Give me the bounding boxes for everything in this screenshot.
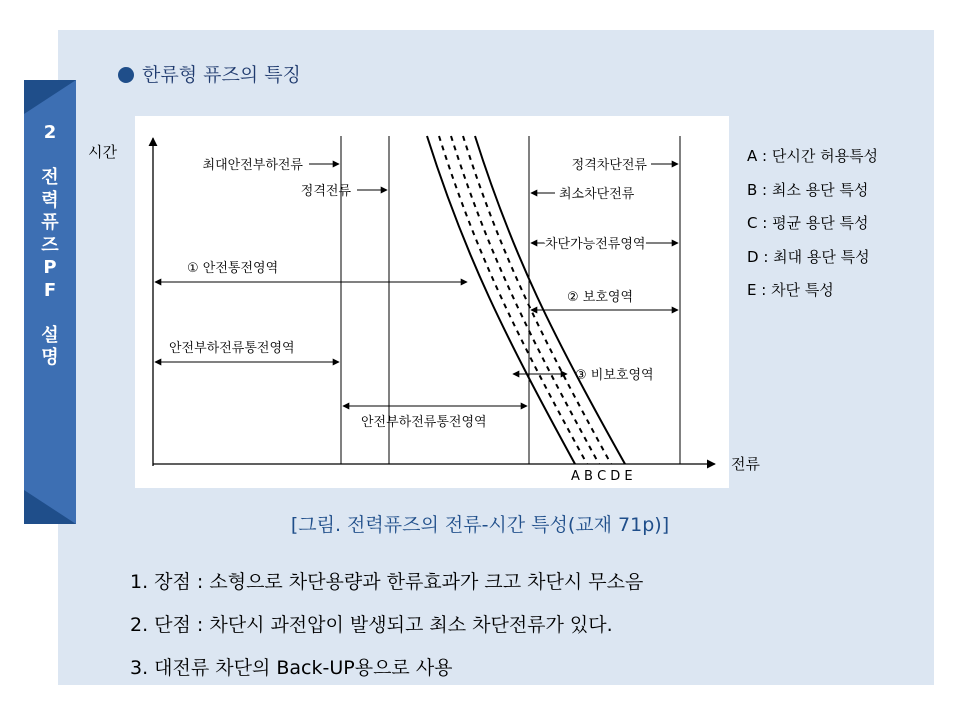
label-max-safe-load: 최대안전부하전류 [202, 158, 303, 173]
legend-item-c: C : 평균 용단 특성 [747, 214, 869, 232]
legend-item-e: E : 차단 특성 [747, 281, 834, 299]
label-curve-letters: A B C D E [571, 469, 633, 484]
heading-text: 한류형 퓨즈의 특징 [142, 64, 301, 86]
y-axis-label: 시간 [88, 143, 117, 161]
point-usage: 3. 대전류 차단의 Back-UP용으로 사용 [130, 657, 453, 679]
label-safe-conduction: ① 안전통전영역 [187, 261, 279, 276]
label-safe-load-conduction-2: 안전부하전류통전영역 [361, 415, 487, 430]
legend-item-a: A : 단시간 허용특성 [747, 147, 879, 165]
label-protection: ② 보호영역 [567, 290, 634, 305]
label-rated-current: 정격전류 [300, 184, 351, 199]
label-breakable-range: 차단가능전류영역 [545, 237, 646, 252]
x-axis-label: 전류 [731, 455, 760, 473]
fuse-characteristic-diagram [135, 116, 729, 488]
label-non-protection: ③ 비보호영역 [575, 368, 654, 383]
section-tab-label: 2 전 력 퓨 즈 P F 설 명 [41, 122, 59, 368]
tab-corner-top [24, 80, 76, 114]
point-disadvantage: 2. 단점 : 차단시 과전압이 발생되고 최소 차단전류가 있다. [130, 614, 613, 636]
diagram-svg [135, 116, 729, 488]
label-safe-load-conduction-1: 안전부하전류통전영역 [169, 341, 295, 356]
point-advantage: 1. 장점 : 소형으로 차단용량과 한류효과가 크고 차단시 무소음 [130, 571, 644, 593]
legend [747, 140, 878, 308]
slide-heading [118, 60, 301, 87]
legend-item-d: D : 최대 용단 특성 [747, 247, 870, 266]
legend-item-b: B : 최소 용단 특성 [747, 180, 869, 199]
label-rated-breaking: 정격차단전류 [571, 158, 647, 173]
key-points [130, 561, 643, 690]
figure-caption: [그림. 전력퓨즈의 전류-시간 특성(교재 71p)] [290, 514, 670, 536]
bullet-icon [118, 67, 134, 83]
label-min-breaking: 최소차단전류 [559, 187, 635, 202]
